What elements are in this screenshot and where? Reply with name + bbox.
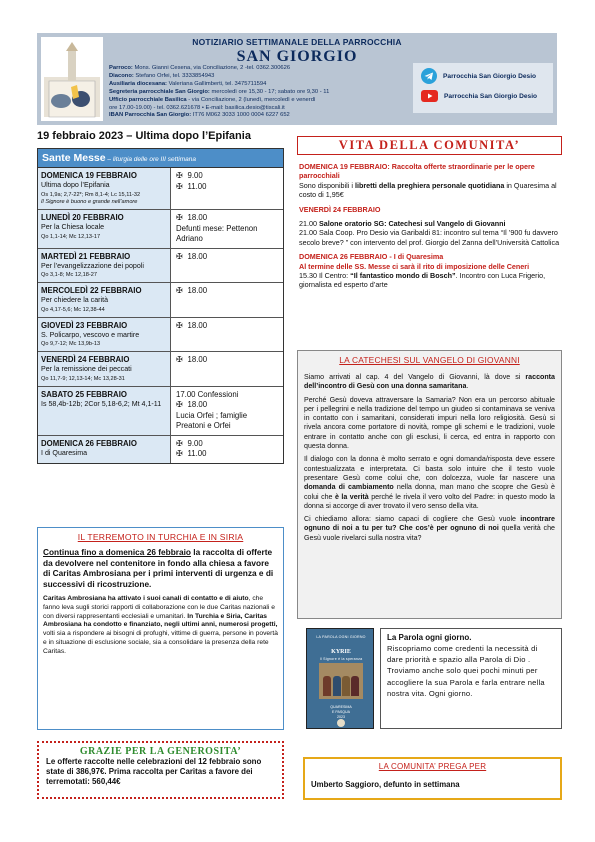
mass-text: Per chiedere la carità <box>41 296 109 304</box>
catechesis-title: LA CATECHESI SUL VANGELO DI GIOVANNI <box>339 355 520 365</box>
catechesis-paragraph: Perché Gesù doveva attraversare la Samaria? Non era un percorso abituale per i pellegrini e nella tradizione del tempo un giudeo si contaminava se veniva in contatto con i samaritani, considerati impuri nella loro religiosità. Gesù si rivela ancora come portatore di novità, rompe gli schemi e le tradizioni, vuole entrare in contatto anche con gli esclusi, li cerca, ed entra in rapporto con questa donna. <box>304 395 555 451</box>
mass-intention: Lucia Orfei ; famiglie Preatoni e Orfei <box>176 410 248 430</box>
prayer-text: Umberto Saggioro, defunto in settimana <box>311 780 460 789</box>
mass-text: I di Quaresima <box>41 448 88 457</box>
prayer-box <box>303 757 562 800</box>
mass-readings: Os 1,9a; 2,7-22*; Rm 8,1-4; Lc 15,11-32 <box>41 191 141 198</box>
earthquake-box <box>37 527 284 730</box>
catechesis-paragraph: Il dialogo con la donna è molto serrato e ogni domanda/risposta deve essere contestualizzata e interpretata. Ci basta solo intuire che il testo vuole presentare Gesù come colui che, con dolcezza, vuole far nascere una domanda di cambiamento nella donna, man mano che scopre che Gesù è colui che è la verità perché le rivela il vero volto del Padre: in questo modo la donna si accorge di aver trovato il vero senso della vita. <box>304 455 556 510</box>
mass-time: ✠ 18.00 <box>176 286 208 295</box>
mass-time: ✠ 18.00 <box>176 251 208 261</box>
mass-day: MERCOLEDÌ 22 FEBBRAIO <box>41 286 142 295</box>
cross-icon: ✠ <box>176 400 183 409</box>
header-line1: NOTIZIARIO SETTIMANALE DELLA PARROCCHIA <box>192 37 402 47</box>
cross-icon: ✠ <box>176 181 183 191</box>
mass-row <box>38 210 283 249</box>
date-title: 19 febbraio 2023 – Ultima dopo l’Epifania <box>37 130 251 142</box>
earthquake-paragraph-2: Caritas Ambrosiana ha attivato i suoi canali di contatto e di aiuto, che fanno leva sugli storici rapporti di collaborazione con le due Caritas nazionali e con diversi rappresentanti ecclesiali e umanitari. In Turchia e Siria, Caritas Ambrosiana ha condotto e finanziato, negli ultimi anni, numerosi progetti, volti sia a rispondere ai bisogni di profughi, vittime di guerra, persone in povertà e in situazione di esclusione sociale, sia a consolidare la presenza della rete Caritas. <box>43 595 278 655</box>
catechesis-box <box>297 350 562 619</box>
mass-day: DOMENICA 19 FEBBRAIO <box>41 171 137 180</box>
mass-text: Ultima dopo l’Epifania <box>41 181 110 189</box>
confession-time: 17.00 Confessioni <box>176 389 239 399</box>
mass-day: LUNEDÌ 20 FEBBRAIO <box>41 213 124 222</box>
book-bottom-text: QUARESIMA E PASQUA 2023 <box>330 705 352 719</box>
mass-row <box>38 249 283 284</box>
catechesis-paragraph: Siamo arrivati al cap. 4 del Vangelo di Giovanni, là dove si racconta dell’incontro di Gesù con una donna samaritana. <box>304 373 555 391</box>
book-top-text: LA PAROLA OGNI GIORNO <box>316 635 366 639</box>
mass-time: ✠ 18.00 <box>176 355 208 364</box>
mass-text: Per la remissione dei peccati <box>41 365 132 373</box>
mass-note: Il Signore è buono e grande nell’amore <box>41 198 138 205</box>
info-line: Ausiliaria diocesana: Valeriana Gallimberti, tel. 3475711594 <box>109 80 267 87</box>
generosity-text: Le offerte raccolte nelle celebrazioni del 12 febbraio sono state di 386,97€. Prima raccolta per Caritas a favore dei terremotati: 560,44€ <box>46 757 262 787</box>
mass-row <box>38 168 283 210</box>
catechesis-paragraph: Ci chiediamo allora: siamo capaci di cogliere che Gesù vuole incontrare ognuno di noi a tu per tu? Che cos’è per ognuno di noi quella verità che Gesù vuole rivelarci sulla nostra vita? <box>304 515 555 542</box>
mass-readings: Qo 3,1-8; Mc 12,18-27 <box>41 272 97 278</box>
event: VENERDÌ 24 FEBBRAIO <box>299 204 381 214</box>
parish-logo-icon <box>41 37 103 121</box>
earthquake-paragraph-1: Continua fino a domenica 26 febbraio la raccolta di offerte da devolvere nel contenitore in fondo alla chiesa a favore di Caritas Ambrosiana per i primi interventi di urgenza e di successivi di ricostruzione. <box>43 547 274 589</box>
social-links <box>413 63 553 113</box>
mass-text: Per l’evangelizzazione dei popoli <box>41 261 144 270</box>
cross-icon: ✠ <box>176 213 183 222</box>
mass-row <box>38 436 283 463</box>
community-title: VITA DELLA COMUNITA’ <box>338 138 521 152</box>
mass-text: Per la Chiesa locale <box>41 223 105 231</box>
mass-time: ✠ 11.00 <box>176 181 207 191</box>
mass-time: ✠ 18.00 <box>176 400 208 409</box>
generosity-box <box>37 741 284 799</box>
event: DOMENICA 19 FEBBRAIO: Raccolta offerte straordinarie per le opere parrocchiali Sono disponibili i libretti della preghiera personale quotidiana in Quaresima al costo di 1,95€ <box>299 162 557 200</box>
cross-icon: ✠ <box>176 438 183 448</box>
mass-intention: Defunti mese: Pettenon Adriano <box>176 223 258 243</box>
event: 21.00 Salone oratorio SG: Catechesi sul Vangelo di Giovanni 21.00 Sala Coop. Pro Desio via Garibaldi 81: incontro sul tema “Il ’900 fu davvero secolo breve? ” con intervento del prof. Giorgio del Zanna dell’Università Cattolica <box>299 219 560 247</box>
info-line: Ufficio parrocchiale Basilica - via Conciliazione, 2 (lunedì, mercoledì e venerdì <box>109 96 316 103</box>
mass-row <box>38 352 283 387</box>
mass-row <box>38 318 283 353</box>
book-illustration-icon <box>319 663 363 699</box>
mass-day: GIOVEDÌ 23 FEBBRAIO <box>41 320 128 330</box>
mass-readings: Qo 11,7-9; 12,13-14; Mc 13,28-31 <box>41 375 125 382</box>
youtube-icon <box>421 90 438 102</box>
event: DOMENICA 26 FEBBRAIO - I di Quaresima Al termine delle SS. Messe ci sarà il rito di imposizione delle Ceneri 15.30 Il Centro: “Il fantastico mondo di Bosch”. Incontro con Luca Frigerio, giornalista ed esperto d’arte <box>299 252 546 290</box>
generosity-title: GRAZIE PER LA GENEROSITA’ <box>79 746 242 757</box>
mass-row <box>38 387 283 436</box>
header-line2: SAN GIORGIO <box>236 48 358 65</box>
mass-readings: Qo 4,17-5,6; Mc 12,38-44 <box>41 306 105 313</box>
mass-day: DOMENICA 26 FEBBRAIO <box>41 438 137 448</box>
community-events <box>299 162 564 295</box>
cross-icon: ✠ <box>176 320 183 330</box>
community-title-box <box>297 136 562 155</box>
mass-day: MARTEDÌ 21 FEBBRAIO <box>41 251 131 261</box>
book-title: KYRIE <box>331 649 351 655</box>
info-line: Segreteria parrocchiale San Giorgio: mercoledì ore 15,30 - 17; sabato ore 9,30 - 11 <box>109 88 330 95</box>
publisher-seal-icon <box>337 719 345 727</box>
mass-day: VENERDÌ 24 FEBBRAIO <box>41 355 130 364</box>
header-info <box>109 65 447 120</box>
mass-readings: Qo 1,1-14; Mc 12,13-17 <box>41 233 101 240</box>
telegram-icon <box>421 68 437 84</box>
book-cover-image <box>306 628 374 729</box>
mass-row <box>38 283 283 318</box>
info-line: IBAN Parrocchia San Giorgio: IT76 M062 3033 1000 0004 6227 652 <box>109 112 290 119</box>
mass-time: ✠ 9.00 <box>176 438 203 448</box>
book-subtitle: Il Signore è la speranza <box>319 657 363 661</box>
youtube-link[interactable]: Parrocchia San Giorgio Desio <box>421 90 537 102</box>
cross-icon: ✠ <box>176 286 183 295</box>
cross-icon: ✠ <box>176 355 183 364</box>
mass-time: ✠ 11.00 <box>176 449 207 458</box>
mass-text: S. Policarpo, vescovo e martire <box>41 330 140 339</box>
mass-time: ✠ 9.00 <box>176 171 203 180</box>
mass-text: Is 58,4b-12b; 2Cor 5,18-6,2; Mt 4,1-11 <box>41 399 162 408</box>
earthquake-title: IL TERREMOTO IN TURCHIA E IN SIRIA <box>77 532 244 542</box>
info-line: Parroco: Mons. Gianni Cesena, via Conciliazione, 2 -tel. 0362.300626 <box>109 65 291 71</box>
mass-readings: Qo 9,7-12; Mc 13,9b-13 <box>41 341 101 347</box>
telegram-link[interactable]: Parrocchia San Giorgio Desio <box>421 68 536 84</box>
masses-table <box>37 148 284 464</box>
mass-time: ✠ 18.00 <box>176 213 208 222</box>
prayer-title: LA COMUNITA’ PREGA PER <box>378 762 487 771</box>
word-every-day-box <box>380 628 562 729</box>
masses-header: Sante Messe – liturgia delle ore III settimana <box>38 149 283 168</box>
word-text: Riscopriamo come credenti la necessità di dare priorità e spazio alla Parola di Dio . Troviamo anche solo quei pochi minuti per accogliere la sua Parola e farla entrare nella nostra vita. Ogni giorno. <box>387 644 545 698</box>
cross-icon: ✠ <box>176 171 183 180</box>
mass-day: SABATO 25 FEBBRAIO <box>41 389 127 399</box>
header-banner <box>37 33 557 125</box>
cross-icon: ✠ <box>176 251 183 261</box>
info-line: Diacono: Stefano Orfei, tel. 3333854943 <box>109 72 215 79</box>
info-line: ore 17.00-19.00) - tel. 0362.621678 • E-mail: basilica.desio@tiscali.it <box>109 104 285 111</box>
cross-icon: ✠ <box>176 449 183 458</box>
mass-time: ✠ 18.00 <box>176 320 208 330</box>
word-title: La Parola ogni giorno. <box>387 633 472 642</box>
